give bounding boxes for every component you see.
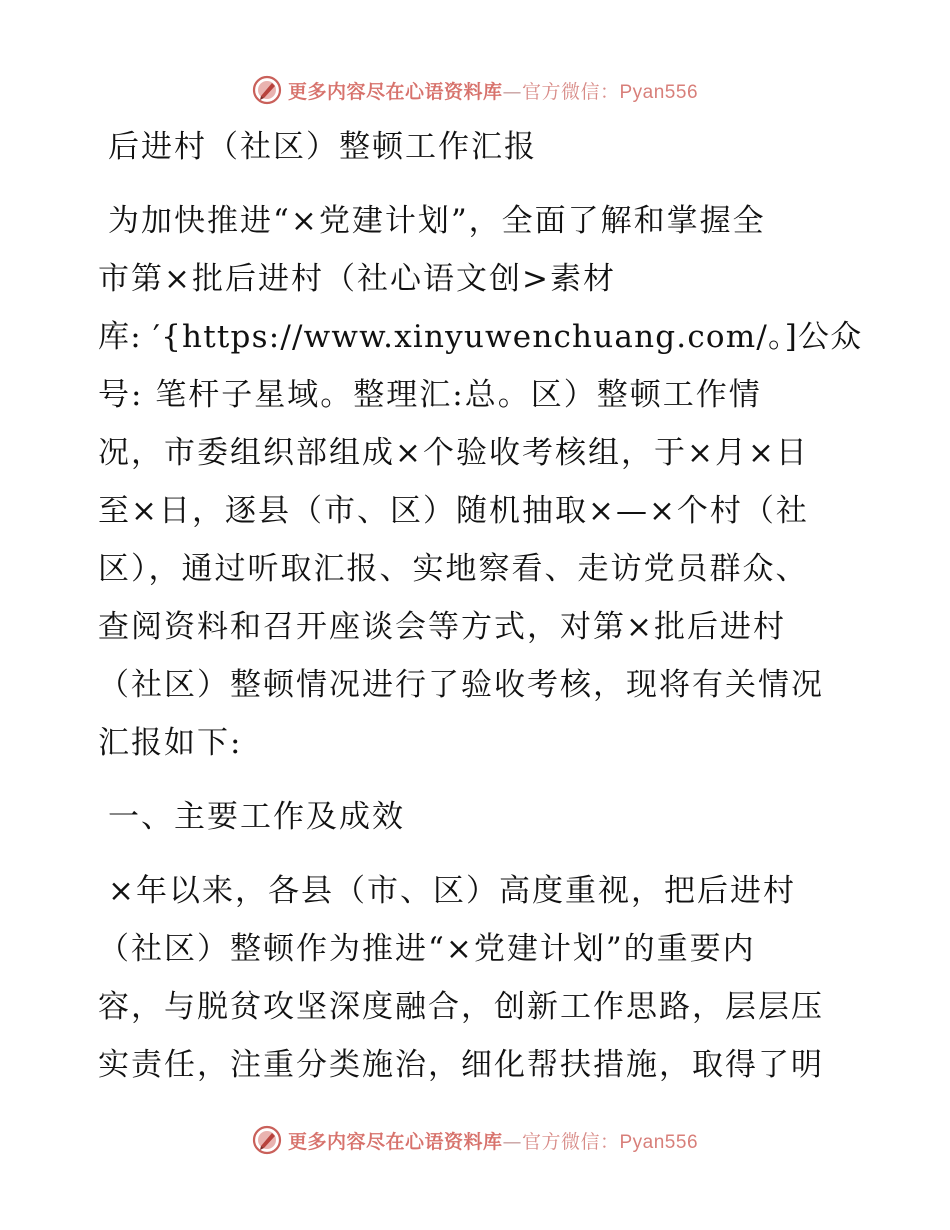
watermark-id: Pyan556 [619,81,699,103]
paragraph-section-1 [98,862,850,1094]
text-line: 况，市委组织部组成×个验收考核组，于×月×日 [98,435,809,471]
watermark-dash: — [502,1130,522,1153]
section-heading: 一、主要工作及成效 [108,799,405,835]
watermark-text [288,1127,698,1154]
document-title: 后进村（社区）整顿工作汇报 [108,129,537,165]
watermark-sub: 官方微信： [521,80,620,103]
text-line: （社区）整顿情况进行了验收考核，现将有关情况 [98,667,824,703]
text-line: 区），通过听取汇报、实地察看、走访党员群众、 [98,551,809,587]
text-line: 为加快推进“×党建计划”，全面了解和掌握全 [108,203,766,239]
text-line: ×年以来，各县（市、区）高度重视，把后进村 [108,873,796,909]
text-line: 容，与脱贫攻坚深度融合，创新工作思路，层层压 [98,989,824,1025]
text-line: 汇报如下: [98,725,243,761]
text-line: 号: 笔杆子星域。整理汇:总。区）整顿工作情 [98,377,762,413]
watermark-main: 更多内容尽在心语资料库 [287,1130,503,1153]
watermark-main: 更多内容尽在心语资料库 [287,80,503,103]
watermark-sub: 官方微信： [521,1130,620,1153]
text-line: 查阅资料和召开座谈会等方式，对第×批后进村 [98,609,786,645]
footer-watermark [0,1122,950,1158]
paragraph-intro [98,192,863,772]
watermark-dash: — [502,80,522,103]
pen-logo-icon [252,75,282,105]
watermark-id: Pyan556 [619,1131,699,1153]
document-body [98,118,863,1094]
text-line: 至×日，逐县（市、区）随机抽取×—×个村（社 [98,493,809,529]
text-line: 市第×批后进村（社心语文创>素材 [98,261,616,297]
header-watermark [0,72,950,108]
text-line: 实责任，注重分类施治，细化帮扶措施，取得了明 [98,1047,824,1083]
watermark-text [288,77,698,104]
pen-logo-icon [252,1125,282,1155]
text-line: 库: ′{https://www.xinyuwenchuang.com/。]公众 [98,319,863,355]
text-line: （社区）整顿作为推进“×党建计划”的重要内 [98,931,756,967]
